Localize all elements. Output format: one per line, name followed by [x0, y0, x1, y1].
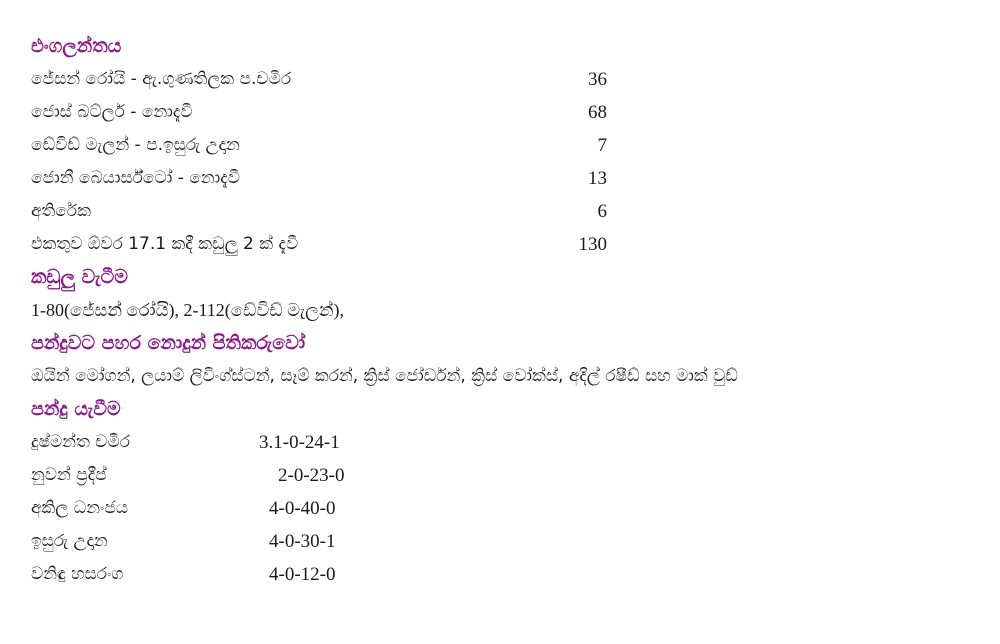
bowling-row — [31, 525, 991, 558]
batsman-runs: 7 — [597, 135, 607, 156]
bowling-row — [31, 426, 991, 459]
bowling-row — [31, 558, 991, 591]
bowler-name: වනිඳු හසරංග — [31, 564, 124, 584]
batting-row — [31, 162, 991, 195]
batting-row — [31, 63, 991, 96]
bowler-name: දුෂ්මන්ත චමීර — [31, 432, 131, 452]
total-runs: 130 — [578, 234, 607, 255]
bowling-row — [31, 459, 991, 492]
batsman-runs: 13 — [588, 168, 607, 189]
bowler-figures: 3.1-0-24-1 — [259, 432, 340, 453]
team-heading: එංගලන්තය — [31, 35, 122, 57]
batsman-name: ජේසන් රෝයි - ඇ.ගුණතිලක ප.චමීර — [31, 69, 292, 89]
bowler-figures: 2-0-23-0 — [278, 465, 345, 486]
bowler-figures: 4-0-30-1 — [269, 531, 336, 552]
fall-of-wickets-text: 1-80(ජේසන් රෝයි), 2-112(ඩේවිඩ් මැලන්), — [31, 300, 344, 320]
did-not-bat-text: ඔයින් මෝගන්, ලයාම් ලිවිංග්ස්ටන්, සෑම් කරන්, ක්‍රිස් ජෝර්ඩන්, ක්‍රිස් වෝක්ස්, අදිල් රෂීඩ් සහ මාක් වුඩ් — [31, 366, 738, 386]
bowler-name: නුවන් ප්‍රදීප් — [31, 465, 107, 485]
bowling-row — [31, 492, 991, 525]
total-row — [31, 228, 991, 261]
scorecard — [31, 30, 991, 591]
batsman-runs: 36 — [588, 69, 607, 90]
batsman-name: ඩේවිඩ් මැලන් - ප.ඉසුරු උදාන — [31, 135, 240, 155]
total-label: එකතුව ඕවර 17.1 කදී කඩුලු 2 ක් දැවී — [31, 234, 299, 254]
bowler-name: අකිල ධනංජය — [31, 498, 129, 518]
extras-row — [31, 195, 991, 228]
batsman-name: ජොනී බෙයාර්ස්ටෝ - නොදැවී — [31, 168, 241, 188]
batting-row — [31, 96, 991, 129]
bowling-heading: පන්දු යැවීම — [31, 398, 121, 420]
did-not-bat-heading: පන්දුවට පහර නොදුන් පිතිකරුවෝ — [31, 332, 306, 354]
batting-row — [31, 129, 991, 162]
bowler-figures: 4-0-12-0 — [269, 564, 336, 585]
extras-runs: 6 — [597, 201, 607, 222]
bowler-name: ඉසුරු උදාන — [31, 531, 108, 551]
batsman-runs: 68 — [588, 102, 607, 123]
batsman-name: ජොස් බට්ලර් - නොදැවී — [31, 102, 193, 122]
bowler-figures: 4-0-40-0 — [269, 498, 336, 519]
fall-of-wickets-heading: කඩුලු වැටීම — [31, 266, 128, 288]
extras-label: අතිරේක — [31, 201, 91, 221]
